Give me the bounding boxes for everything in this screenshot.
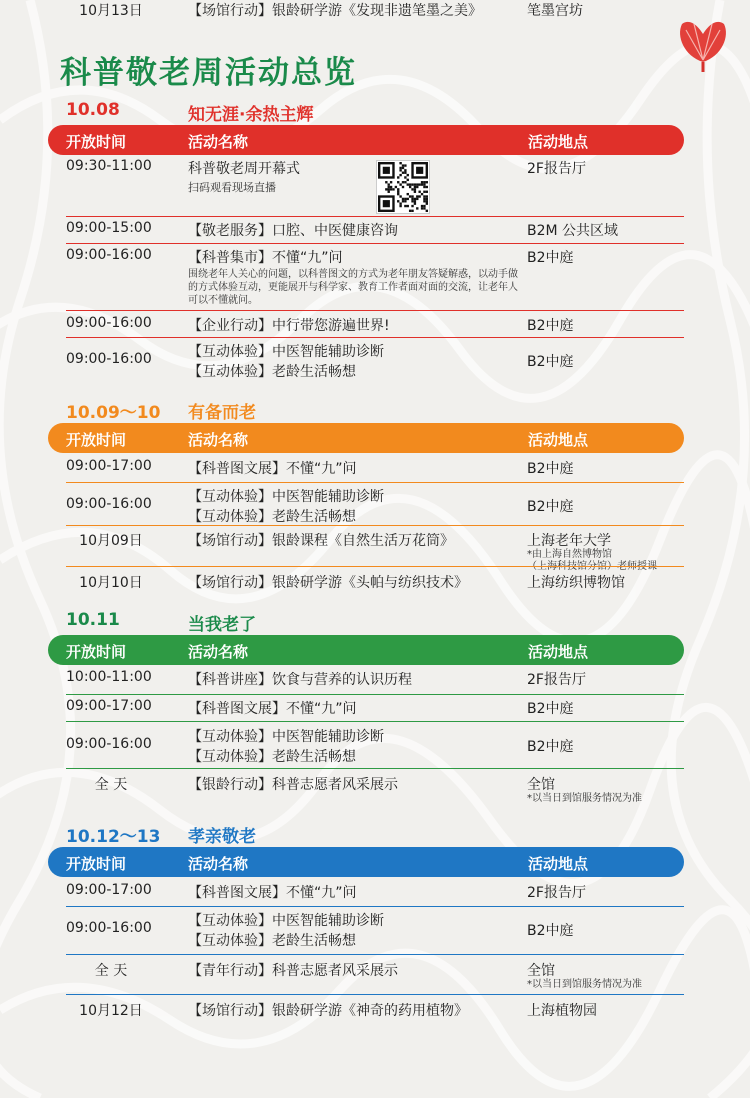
row-time: 10月12日 — [79, 1003, 143, 1019]
header-place: 活动地点 — [528, 643, 589, 661]
header-name: 活动名称 — [188, 133, 249, 151]
row-time: 09:00-17:00 — [66, 698, 152, 714]
row-name: 【银龄行动】科普志愿者风采展示 — [188, 777, 398, 793]
section-theme: 孝亲敬老 — [188, 827, 256, 847]
row-time: 09:00-16:00 — [66, 351, 152, 367]
row-name: 【互动体验】中医智能辅助诊断 — [188, 489, 384, 505]
row-divider — [66, 566, 684, 567]
row-time: 10:00-11:00 — [66, 669, 152, 685]
row-place: 上海纺织博物馆 — [527, 575, 625, 591]
ginkgo-leaf-logo — [672, 14, 734, 74]
row-name: 【互动体验】中医智能辅助诊断 — [188, 729, 384, 745]
header-name: 活动名称 — [188, 643, 249, 661]
row-place: B2中庭 — [527, 354, 574, 370]
section-date: 10.08 — [66, 100, 120, 120]
row-divider — [66, 216, 684, 217]
row-time: 09:00-16:00 — [66, 247, 152, 263]
table-header — [48, 125, 684, 155]
row-subtitle: 扫码观看现场直播 — [188, 181, 276, 194]
row-time: 10月13日 — [79, 3, 143, 19]
row-name: 【企业行动】中行带您游遍世界! — [188, 318, 390, 334]
table-header — [48, 635, 684, 665]
row-place-note: *以当日到馆服务情况为准 — [527, 793, 642, 804]
row-place: 全馆 — [527, 777, 555, 793]
row-name: 【科普集市】不懂“九”问 — [188, 250, 343, 266]
row-time: 09:00-17:00 — [66, 458, 152, 474]
row-name: 【场馆行动】银龄研学游《发现非遗笔墨之美》 — [188, 3, 482, 19]
row-divider — [66, 243, 684, 244]
row-name: 【科普讲座】饮食与营养的认识历程 — [188, 672, 412, 688]
header-name: 活动名称 — [188, 855, 249, 873]
row-name: 【互动体验】中医智能辅助诊断 — [188, 913, 384, 929]
row-divider — [66, 694, 684, 695]
table-header — [48, 423, 684, 453]
header-time: 开放时间 — [66, 431, 127, 449]
row-place: B2中庭 — [527, 499, 574, 515]
row-place-note: *由上海自然博物馆 （上海科技馆分馆）老师授课 — [527, 549, 657, 572]
qr-code[interactable] — [376, 160, 430, 214]
row-name-second: 【互动体验】老龄生活畅想 — [188, 933, 356, 949]
row-name: 【敬老服务】口腔、中医健康咨询 — [188, 223, 398, 239]
row-time: 09:00-16:00 — [66, 920, 152, 936]
row-place: B2中庭 — [527, 250, 574, 266]
row-divider — [66, 525, 684, 526]
row-time: 09:00-16:00 — [66, 736, 152, 752]
row-name: 【场馆行动】银龄研学游《头帕与纺织技术》 — [188, 575, 468, 591]
row-place: B2M 公共区域 — [527, 223, 619, 239]
row-name: 【场馆行动】银龄研学游《神奇的药用植物》 — [188, 1003, 468, 1019]
row-place: 上海植物园 — [527, 1003, 597, 1019]
header-time: 开放时间 — [66, 643, 127, 661]
row-divider — [66, 954, 684, 955]
header-place: 活动地点 — [528, 855, 589, 873]
row-divider — [66, 310, 684, 311]
row-name: 【科普图文展】不懂“九”问 — [188, 885, 357, 901]
section-date: 10.09～10 — [66, 403, 161, 423]
header-place: 活动地点 — [528, 133, 589, 151]
row-place: B2中庭 — [527, 701, 574, 717]
row-name: 【科普图文展】不懂“九”问 — [188, 701, 357, 717]
row-time: 10月09日 — [79, 533, 143, 549]
row-time: 09:00-16:00 — [66, 315, 152, 331]
row-name: 【青年行动】科普志愿者风采展示 — [188, 963, 398, 979]
header-name: 活动名称 — [188, 431, 249, 449]
row-place: 2F报告厅 — [527, 161, 586, 177]
row-divider — [66, 994, 684, 995]
row-description: 围绕老年人关心的问题，以科普图文的方式为老年朋友答疑解惑，以动手做的方式体验互动，更能展开与科学家、教育工作者面对面的交流，让老年人可以不懂就问。 — [188, 269, 518, 306]
section-theme: 知无涯·余热主辉 — [188, 105, 314, 125]
row-place: B2中庭 — [527, 739, 574, 755]
row-place-note: *以当日到馆服务情况为准 — [527, 979, 642, 990]
row-name: 【场馆行动】银龄课程《自然生活万花筒》 — [188, 533, 454, 549]
row-name-second: 【互动体验】老龄生活畅想 — [188, 364, 356, 380]
table-header — [48, 847, 684, 877]
row-place: 笔墨宫坊 — [527, 3, 583, 19]
row-place: 全馆 — [527, 963, 555, 979]
header-place: 活动地点 — [528, 431, 589, 449]
header-time: 开放时间 — [66, 855, 127, 873]
row-time: 09:30-11:00 — [66, 158, 152, 174]
row-divider — [66, 482, 684, 483]
row-name-second: 【互动体验】老龄生活畅想 — [188, 509, 356, 525]
row-place: 2F报告厅 — [527, 672, 586, 688]
row-name: 科普敬老周开幕式 — [188, 161, 300, 177]
row-time: 全 天 — [94, 963, 128, 979]
row-time: 09:00-17:00 — [66, 882, 152, 898]
row-place: 上海老年大学 — [527, 533, 611, 549]
header-time: 开放时间 — [66, 133, 127, 151]
row-divider — [66, 337, 684, 338]
row-divider — [66, 906, 684, 907]
row-name-second: 【互动体验】老龄生活畅想 — [188, 749, 356, 765]
row-name: 【科普图文展】不懂“九”问 — [188, 461, 357, 477]
section-date: 10.12～13 — [66, 827, 161, 847]
row-place: B2中庭 — [527, 318, 574, 334]
section-theme: 当我老了 — [188, 615, 256, 635]
row-time: 全 天 — [94, 777, 128, 793]
row-divider — [66, 768, 684, 769]
row-time: 10月10日 — [79, 575, 143, 591]
section-theme: 有备而老 — [188, 403, 256, 423]
row-place: B2中庭 — [527, 923, 574, 939]
row-divider — [66, 721, 684, 722]
row-name: 【互动体验】中医智能辅助诊断 — [188, 344, 384, 360]
page-title: 科普敬老周活动总览 — [60, 55, 357, 91]
row-time: 09:00-15:00 — [66, 220, 152, 236]
row-time: 09:00-16:00 — [66, 496, 152, 512]
section-date: 10.11 — [66, 610, 120, 630]
row-place: 2F报告厅 — [527, 885, 586, 901]
row-place: B2中庭 — [527, 461, 574, 477]
